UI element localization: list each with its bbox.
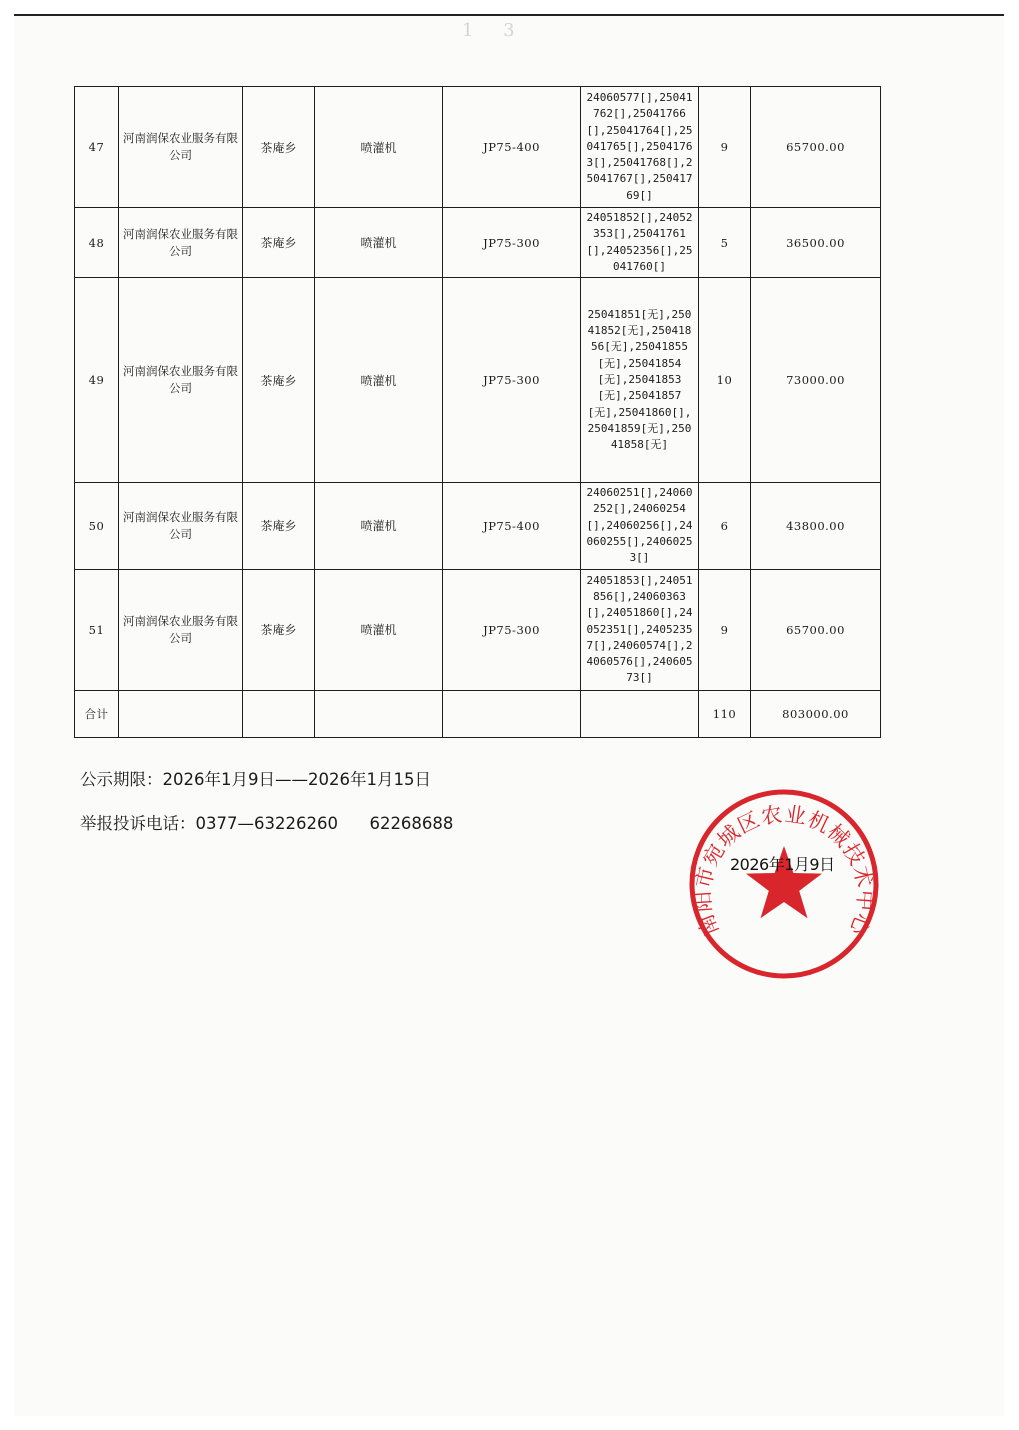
serial-codes: 24051852[],24052353[],25041761[],24052356[],25041760[] <box>581 208 699 278</box>
serial-codes: 24051853[],24051856[],24060363[],24051860[],24052351[],24052357[],24060574[],24060576[],24060573[] <box>581 569 699 690</box>
company-name: 河南润保农业服务有限公司 <box>119 483 243 569</box>
amount: 36500.00 <box>751 208 881 278</box>
company-name: 河南润保农业服务有限公司 <box>119 87 243 208</box>
model-number: JP75-400 <box>443 87 581 208</box>
machine-type: 喷灌机 <box>315 278 443 483</box>
table-row <box>75 483 881 569</box>
model-number: JP75-300 <box>443 278 581 483</box>
amount: 65700.00 <box>751 87 881 208</box>
scan-edge-right <box>1004 16 1019 1430</box>
empty-cell <box>315 690 443 737</box>
empty-cell <box>243 690 315 737</box>
table-row <box>75 208 881 278</box>
empty-cell <box>443 690 581 737</box>
table-row <box>75 569 881 690</box>
machine-type: 喷灌机 <box>315 569 443 690</box>
notice-period: 公示期限：2026年1月9日——2026年1月15日 <box>80 770 431 789</box>
scan-edge-top <box>0 0 1019 16</box>
machine-type: 喷灌机 <box>315 208 443 278</box>
machine-type: 喷灌机 <box>315 87 443 208</box>
quantity: 10 <box>699 278 751 483</box>
amount: 43800.00 <box>751 483 881 569</box>
notice-hotline: 举报投诉电话：0377—63226260 62268688 <box>80 814 454 833</box>
company-name: 河南润保农业服务有限公司 <box>119 569 243 690</box>
township: 茶庵乡 <box>243 483 315 569</box>
model-number: JP75-300 <box>443 208 581 278</box>
serial-codes: 25041851[无],25041852[无],25041856[无],25041855[无],25041854[无],25041853[无],25041857[无],25041860[],25041859[无],25041858[无] <box>581 278 699 483</box>
empty-cell <box>581 690 699 737</box>
amount: 73000.00 <box>751 278 881 483</box>
table-row <box>75 87 881 208</box>
empty-cell <box>119 690 243 737</box>
row-number: 47 <box>75 87 119 208</box>
total-quantity: 110 <box>699 690 751 737</box>
quantity: 6 <box>699 483 751 569</box>
subsidy-table <box>74 86 881 738</box>
bleed-through-mark: 1 3 <box>462 20 527 41</box>
company-name: 河南润保农业服务有限公司 <box>119 208 243 278</box>
total-row <box>75 690 881 737</box>
table-row <box>75 278 881 483</box>
scan-edge-left <box>0 16 14 1430</box>
row-number: 48 <box>75 208 119 278</box>
model-number: JP75-400 <box>443 483 581 569</box>
township: 茶庵乡 <box>243 278 315 483</box>
row-number: 49 <box>75 278 119 483</box>
total-amount: 803000.00 <box>751 690 881 737</box>
total-label: 合计 <box>75 690 119 737</box>
township: 茶庵乡 <box>243 569 315 690</box>
company-name: 河南润保农业服务有限公司 <box>119 278 243 483</box>
quantity: 9 <box>699 87 751 208</box>
stamp-date: 2026年1月9日 <box>730 855 835 874</box>
official-seal <box>686 786 882 982</box>
quantity: 5 <box>699 208 751 278</box>
township: 茶庵乡 <box>243 208 315 278</box>
quantity: 9 <box>699 569 751 690</box>
township: 茶庵乡 <box>243 87 315 208</box>
serial-codes: 24060577[],25041762[],25041766[],25041764[],25041765[],25041763[],25041768[],25041767[],25041769[] <box>581 87 699 208</box>
row-number: 50 <box>75 483 119 569</box>
serial-codes: 24060251[],24060252[],24060254[],24060256[],24060255[],24060253[] <box>581 483 699 569</box>
seal-org-text: 南阳市宛城区农业机械技术中心 <box>690 801 878 940</box>
amount: 65700.00 <box>751 569 881 690</box>
machine-type: 喷灌机 <box>315 483 443 569</box>
row-number: 51 <box>75 569 119 690</box>
scan-edge-bottom <box>0 1414 1019 1430</box>
model-number: JP75-300 <box>443 569 581 690</box>
